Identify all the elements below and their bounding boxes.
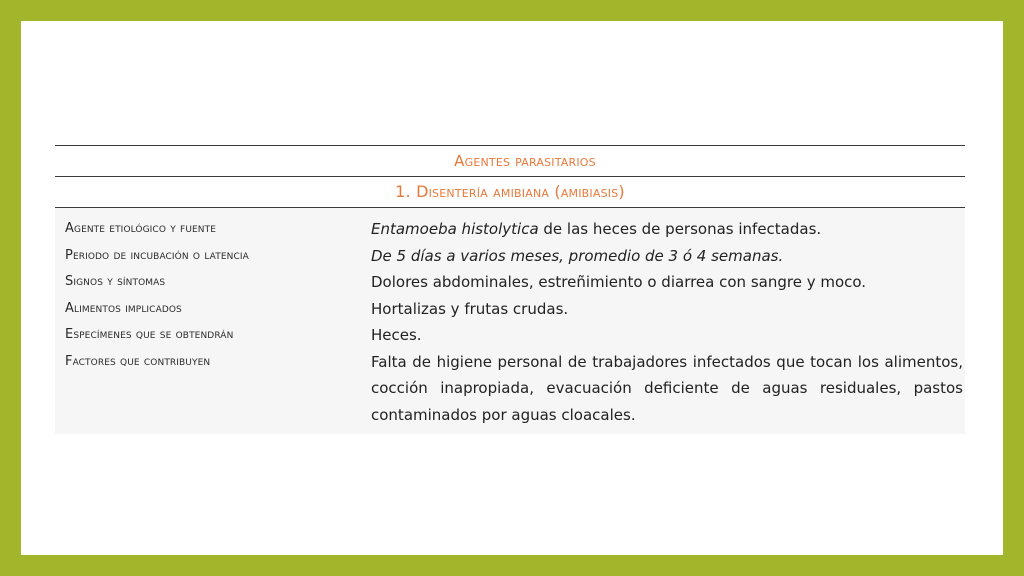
table-row [55, 269, 965, 296]
row-value [371, 216, 965, 243]
row-label: Agente etiológico y fuente [65, 221, 217, 236]
row-value-text: de las heces de personas infectadas. [538, 220, 822, 238]
table-row [55, 322, 965, 349]
row-label: Alimentos implicados [65, 300, 182, 316]
row-value: De 5 días a varios meses, promedio de 3 ó 4 semanas. [371, 246, 784, 265]
table-row [55, 296, 965, 323]
row-label: Signos y síntomas [65, 274, 166, 289]
table-row [55, 243, 965, 270]
row-value: Hortalizas y frutas crudas. [371, 299, 569, 318]
row-value: Dolores abdominales, estreñimiento o diarrea con sangre y moco. [371, 273, 867, 291]
slide [21, 21, 1003, 555]
row-label: Especímenes que se obtendrán [65, 327, 234, 342]
species-name: Entamoeba histolytica [371, 220, 539, 238]
table-title: Agentes parasitarios [454, 152, 596, 170]
table-body [55, 208, 965, 434]
row-value: Heces. [371, 326, 422, 344]
row-label: Periodo de incubación o latencia [65, 247, 249, 263]
parasitic-agents-table [55, 145, 965, 434]
table-row [55, 349, 965, 429]
row-label: Factores que contribuyen [65, 353, 211, 369]
table-row [55, 216, 965, 243]
table-subtitle: 1. Disentería amibiana (amibiasis) [395, 182, 625, 201]
row-value: Falta de higiene personal de trabajadores infectados que tocan los alimentos, cocción inapropiada, evacuación deficiente de aguas residuales, pastos contaminados por aguas cloacales. [371, 352, 963, 424]
